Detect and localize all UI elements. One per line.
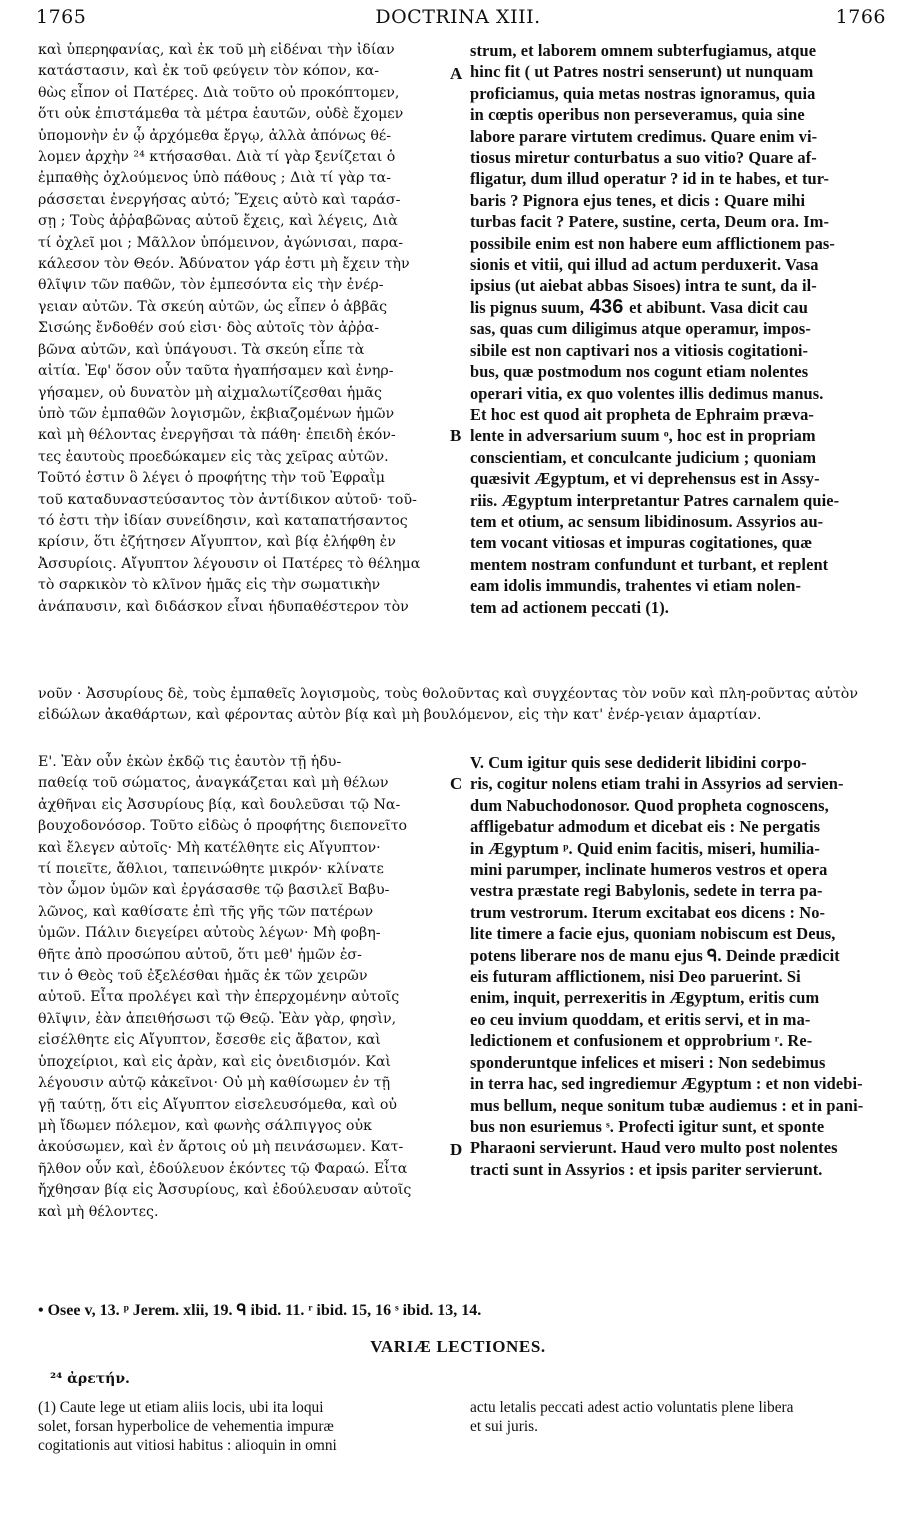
greek-text-line: γῇ ταύτῃ, ὅτι εἰς Αἴγυπτον εἰσελευσόμεθα, καὶ οὐ [38, 1096, 398, 1113]
latin-text-line: eis futuram afflictionem, nisi Deo paruerint. Si [470, 967, 801, 987]
latin-text-line: eo ceu invium quoddam, et eritis servi, et in ma- [470, 1009, 811, 1029]
margin-marker-a: A [450, 64, 463, 83]
greek-text-line: βῶνα αὐτῶν, καὶ ὑπάγουσι. Τὰ σκεύη εἶπε τὰ [38, 341, 365, 358]
greek-text-line: ὑπὸ τῶν ἐμπαθῶν λογισμῶν, ἐκβιαζομένων ἡμῶν [38, 405, 395, 422]
greek-text-line: ὑπομονὴν ἐν ᾧ ἀρχόμεθα ἔργῳ, ἀλλὰ ἀπόνως θέ- [38, 127, 392, 144]
latin-text-line: hinc fit ( ut Patres nostri senserunt) ut nunquam [470, 62, 814, 82]
greek-text-line: εἰσέλθητε εἰς Αἴγυπτον, ἔσεσθε εἰς ἄβατον, καὶ [38, 1032, 381, 1049]
greek-full-width-text [38, 684, 878, 750]
latin-text-line: quæsivit Ægyptum, et vi deprehensus est in Assy- [470, 469, 820, 489]
scripture-references: • Osee v, 13. ᵖ Jerem. xlii, 19. ᑫ ibid. 11. ʳ ibid. 15, 16 ˢ ibid. 13, 14. [38, 1302, 482, 1319]
greek-text-line: ὑποχείριοι, καὶ εἰς ἀρὰν, καὶ εἰς ὀνειδισμόν. Καὶ [38, 1053, 391, 1070]
latin-text-line: conscientiam, et conculcante judicium ; quoniam [470, 447, 817, 467]
column-number-left: 1765 [36, 6, 87, 28]
note-line: et sui juris. [470, 1418, 538, 1435]
greek-text-line: τό ἐστι τὴν ἰδίαν συνείδησιν, καὶ καταπατήσαντος [38, 512, 408, 529]
latin-text-line: in Ægyptum ᵖ. Quid enim facitis, miseri, humilia- [470, 838, 820, 858]
latin-text-line: possibile enim est non habere eum afflictionem pas- [470, 233, 835, 253]
latin-text-line: lite timere a facie ejus, quoniam nobiscum est Deus, [470, 924, 836, 944]
latin-text-line: in cœptis operibus non perseveramus, quia sine [470, 105, 805, 125]
greek-text-line: τί ποιεῖτε, ἄθλιοι, ταπεινώθητε μικρόν· κλίνατε [38, 861, 384, 878]
latin-text-line: vestra præstate regi Babylonis, sedete in terra pa- [470, 881, 823, 901]
greek-text-line: ἀκούσωμεν, καὶ ἐν ἄρτοις οὐ μὴ πεινάσωμεν. Κατ- [38, 1139, 404, 1156]
greek-text-line: τὸ σαρκικὸν τὸ κλῖνον ἡμᾶς εἰς τὴν σωματικὴν [38, 577, 381, 594]
column-number-right: 1766 [835, 6, 886, 28]
latin-column-bottom [470, 752, 882, 1188]
note-line: cogitationis aut vitiosi habitus : alioquin in omni [38, 1437, 337, 1454]
latin-text-line: eam idolis immundis, trahentes vi etiam nolen- [470, 576, 802, 596]
latin-text-line: baris ? Pignora ejus tenes, et dicis : Quare mihi [470, 190, 806, 210]
latin-text-fragment: et abibunt. Vasa dicit cau [629, 297, 808, 317]
greek-text-line: Ἀσσυρίοις. Αἴγυπτον λέγουσιν οἱ Πατέρες τὸ θέλημα [38, 555, 421, 572]
latin-text-line [470, 297, 882, 318]
inline-page-number: 436 [584, 296, 630, 318]
latin-text-line: tem et otium, ac sensum libidinosum. Assyrios au- [470, 511, 824, 531]
greek-text-line: θῆτε ἀπὸ προσώπου αὐτοῦ, ὅτι μεθ' ἡμῶν ἐσ- [38, 946, 362, 963]
greek-text-line: ὅτι οὐκ ἐπιστάμεθα τὰ μέτρα ἑαυτῶν, οὐδὲ ἔχομεν [38, 106, 404, 123]
greek-text-line: ἐμπαθὴς ὀχλούμενος ὑπὸ πάθους ; Διὰ τί γὰρ τα- [38, 170, 392, 187]
latin-text-line: tracti sunt in Assyrios : et ipsis pariter servierunt. [470, 1159, 823, 1179]
latin-text-line: Et hoc est quod ait propheta de Ephraim præva- [470, 404, 814, 424]
latin-text-line: sibile est non captivari nos a vitiosis cogitationi- [470, 340, 809, 360]
latin-text-line: sas, quas cum diligimus atque operamur, impos- [470, 319, 811, 339]
latin-text-line: operari vitia, ex quo volentes illis dedimus manus. [470, 383, 824, 403]
greek-text-line: τί ὀχλεῖ μοι ; Μᾶλλον ὑπόμεινον, ἀγώνισαι, παρα- [38, 234, 404, 251]
latin-text-line: sponderuntque infelices et miseri : Non sedebimus [470, 1052, 826, 1072]
variae-lectiones-heading: VARIÆ LECTIONES. [370, 1337, 546, 1356]
latin-text-line: sionis et vitii, qui illud ad actum perduxerit. Vasa [470, 255, 819, 275]
greek-text-line: γειαν αὐτῶν. Τὰ σκεύη αὐτῶν, ὡς εἶπεν ὁ ἀββᾶς [38, 298, 388, 315]
greek-text-line: νοῦν · Ἀσσυρίους δὲ, τοὺς ἐμπαθεῖς λογισμοὺς, τοὺς θολοῦντας καὶ συγχέοντας τὸν νοῦν καὶ πλη- [38, 686, 751, 702]
latin-text-line: tem vocant vitiosas et impuras cogitationes, quæ [470, 533, 813, 553]
greek-column-bottom [38, 752, 444, 1228]
greek-text-line: βουχοδονόσορ. Τοῦτο εἰδὼς ὁ προφήτης διεπονεῖτο [38, 818, 408, 835]
latin-text-line: enim, inquit, perrexeritis in Ægyptum, eritis cum [470, 988, 820, 1008]
greek-text-line: αἰτία. Ἐφ' ὅσον οὖν ταῦτα ἠγαπήσαμεν καὶ ἐνηρ- [38, 363, 394, 380]
greek-text-line: λῶνος, καὶ καθίσατε ἐπὶ τῆς γῆς τῶν πατέρων [38, 903, 374, 920]
greek-text-line: Τοῦτό ἐστιν ὃ λέγει ὁ προφήτης τὴν τοῦ Ἐφραῒμ [38, 470, 385, 487]
latin-text-line: turbas facit ? Patere, sustine, certa, Deum ora. Im- [470, 212, 830, 232]
margin-marker-b: B [450, 426, 462, 445]
latin-text-line: trum vestrorum. Iterum excitabat eos dicens : No- [470, 902, 826, 922]
latin-text-line: mini parumper, inclinate humeros vestros et opera [470, 860, 828, 880]
greek-text-line: κρίσιν, ὅτι ἐζήτησεν Αἴγυπτον, καὶ βίᾳ ἐλήφθη ἐν [38, 534, 396, 551]
greek-text-line: κατάστασιν, καὶ ἐκ τοῦ φεύγειν τὸν κόπον, κα- [38, 63, 380, 80]
latin-text-line: lente in adversarium suum ᵒ, hoc est in propriam [470, 426, 816, 446]
greek-text-line: ἤχθησαν βίᾳ εἰς Ἀσσυρίους, καὶ ἐδούλευσαν αὐτοῖς [38, 1182, 412, 1199]
greek-text-line: θλῖψιν τῶν παθῶν, τὸν ἐμπεσόντα εἰς τὴν ἐνέρ- [38, 277, 384, 294]
greek-text-line: Ε'. Ἐὰν οὖν ἑκὼν ἐκδῷ τις ἑαυτὸν τῇ ἡδυ- [38, 754, 342, 770]
latin-text-fragment: lis pignus suum, [470, 297, 585, 317]
latin-text-line: dum Nabuchodonosor. Quod propheta cognoscens, [470, 795, 829, 815]
latin-text-line: Pharaoni servierunt. Haud vero multo post nolentes [470, 1138, 838, 1158]
latin-text-line: bus, quæ postmodum nos cogunt etiam nolentes [470, 362, 809, 382]
greek-text-line: τιν ὁ Θεὸς τοῦ ἐξελέσθαι ἡμᾶς ἐκ τῶν χειρῶν [38, 968, 368, 985]
note-right-column [470, 1398, 882, 1436]
greek-text-line: γήσαμεν, οὐ δυνατὸν μὴ αἰχμαλωτίζεσθαι ἡμᾶς [38, 384, 382, 401]
greek-text-line: γειαν ἁμαρτίαν. [644, 707, 762, 724]
latin-column-top [470, 40, 882, 644]
greek-text-line: τὸν ὦμον ὑμῶν καὶ ἐργάσασθε τῷ βασιλεῖ Βαβυ- [38, 882, 390, 899]
latin-text-line: potens liberare nos de manu ejus ᑫ. Deinde prædicit [470, 945, 840, 965]
greek-text-line: θὼς εἶπον οἱ Πατέρες. Διὰ τοῦτο οὐ προκόπτομεν, [38, 84, 400, 101]
running-title: DOCTRINA XIII. [375, 6, 541, 28]
greek-text-line: παθείᾳ τοῦ σώματος, ἀναγκάζεται καὶ μὴ θέλων [38, 775, 389, 792]
latin-text-line: mus bellum, neque sonitum tubæ audiemus : et in pani- [470, 1095, 864, 1115]
note-left-column [38, 1398, 448, 1455]
greek-text-line: κάλεσον τὸν Θεόν. Ἀδύνατον γάρ ἐστι μὴ ἔχειν τὴν [38, 256, 410, 273]
latin-text-line: proficiamus, quia metas nostras ignoramus, quia [470, 83, 816, 103]
greek-text-line: λέγουσιν αὐτῷ κἀκεῖνοι· Οὐ μὴ καθίσωμεν ἐν τῇ [38, 1075, 391, 1092]
greek-text-line: ῆλθον οὖν καὶ, ἐδούλευον ἑκόντες τῷ Φαραώ. Εἶτα [38, 1160, 408, 1177]
note-line: (1) Caute lege ut etiam aliis locis, ubi ita loqui [38, 1399, 324, 1416]
latin-text-line: tiosus miretur conturbatus a suo vitio? Quare af- [470, 148, 817, 168]
greek-text-line: ἀνάπαυσιν, καὶ διδάσκον εἶναι ἡδυπαθέστερον τὸν [38, 598, 409, 615]
greek-text-line: μὴ ἴδωμεν πόλεμον, καὶ φωνὴς σάλπιγγος οὐκ [38, 1117, 372, 1134]
margin-marker-c: C [450, 774, 463, 793]
latin-text-line: ledictionem et confusionem et opprobrium ʳ. Re- [470, 1031, 813, 1051]
latin-text-line: labore parare virtutem credimus. Quare enim vi- [470, 126, 818, 146]
note-line: solet, forsan hyperbolice de vehementia impuræ [38, 1418, 334, 1435]
latin-text-line: ris, cogitur nolens etiam trahi in Assyrios ad servien- [470, 774, 844, 794]
latin-text-line: in terra hac, sed ingrediemur Ægyptum : et non videbi- [470, 1074, 863, 1094]
greek-column-top [38, 40, 444, 620]
greek-text-line: ροῦντας αὐτὸν εἰδώλων ἀκαθάρτων, καὶ φέροντας αὐτὸν βίᾳ καὶ μὴ βουλόμενον, εἰς τὴν κατ' ἐνέρ- [38, 686, 858, 724]
latin-text-line: V. Cum igitur quis sese dediderit libidini corpo- [470, 753, 807, 772]
greek-text-line: καὶ ὑπερηφανίας, καὶ ἐκ τοῦ μὴ εἰδέναι τὴν ἰδίαν [38, 42, 395, 58]
variant-reading: ²⁴ ἀρετήν. [50, 1371, 130, 1387]
latin-text-line: ipsius (ut aiebat abbas Sisoes) intra te sunt, da il- [470, 276, 817, 296]
latin-text-line: affligebatur admodum et dicebat eis : Ne pergatis [470, 817, 821, 837]
latin-text-line: tem ad actionem peccati (1). [470, 597, 669, 617]
greek-text-line: σῃ ; Τοὺς ἀῤῥαβῶνας αὐτοῦ ἔχεις, καὶ λέγεις, Διὰ [38, 213, 398, 230]
greek-text-line: Σισώης ἔνδοθέν σού εἰσι· δὸς αὐτοῖς τὸν ἀῤῥα- [38, 320, 380, 337]
greek-text-line: ἀχθῆναι εἰς Ἀσσυρίους βίᾳ, καὶ δουλεῦσαι τῷ Να- [38, 796, 401, 813]
greek-text-line: καὶ ἔλεγεν αὐτοῖς· Μὴ κατέλθητε εἰς Αἴγυπτον· [38, 839, 381, 856]
greek-text-line: καὶ μὴ θέλοντας ἐνεργῆσαι τὰ πάθη· ἐπειδὴ ἑκόν- [38, 427, 396, 444]
greek-text-line: αὐτοῦ. Εἶτα προλέγει καὶ τὴν ἐπερχομένην αὐτοῖς [38, 989, 400, 1006]
latin-text-line: strum, et laborem omnem subterfugiamus, atque [470, 41, 817, 60]
latin-text-line: bus non esuriemus ˢ. Profecti igitur sunt, et sponte [470, 1116, 825, 1136]
greek-text-line: ὑμῶν. Πάλιν διεγείρει αὐτοὺς λέγων· Μὴ φοβη- [38, 925, 381, 942]
latin-text-line: riis. Ægyptum interpretantur Patres carnalem quie- [470, 490, 840, 510]
greek-text-line: τες ἑαυτοὺς προεδώκαμεν εἰς τὰς χεῖρας αὐτῶν. [38, 448, 389, 465]
greek-text-line: λομεν ἀρχὴν ²⁴ κτήσασθαι. Διὰ τί γὰρ ξενίζεται ὁ [38, 149, 396, 166]
margin-marker-d: D [450, 1140, 463, 1159]
note-line: actu letalis peccati adest actio voluntatis plene libera [470, 1399, 794, 1416]
greek-text-line: καὶ μὴ θέλοντες. [38, 1203, 159, 1220]
latin-text-line: mentem nostram confundunt et turbant, et replent [470, 554, 829, 574]
greek-text-line: τοῦ καταδυναστεύσαντος τὸν ἀντίδικον αὐτοῦ· τοῦ- [38, 491, 417, 508]
greek-text-line: θλῖψιν, ἐὰν ἀπειθήσωσι τῷ Θεῷ. Ἐὰν γὰρ, φησὶν, [38, 1010, 397, 1027]
greek-text-line: ράσσεται ἐνεργήσας αὐτό; Ἔχεις αὐτὸ καὶ ταράσ- [38, 191, 401, 208]
latin-text-line: fligatur, dum illud operatur ? id in te habes, et tur- [470, 169, 830, 189]
